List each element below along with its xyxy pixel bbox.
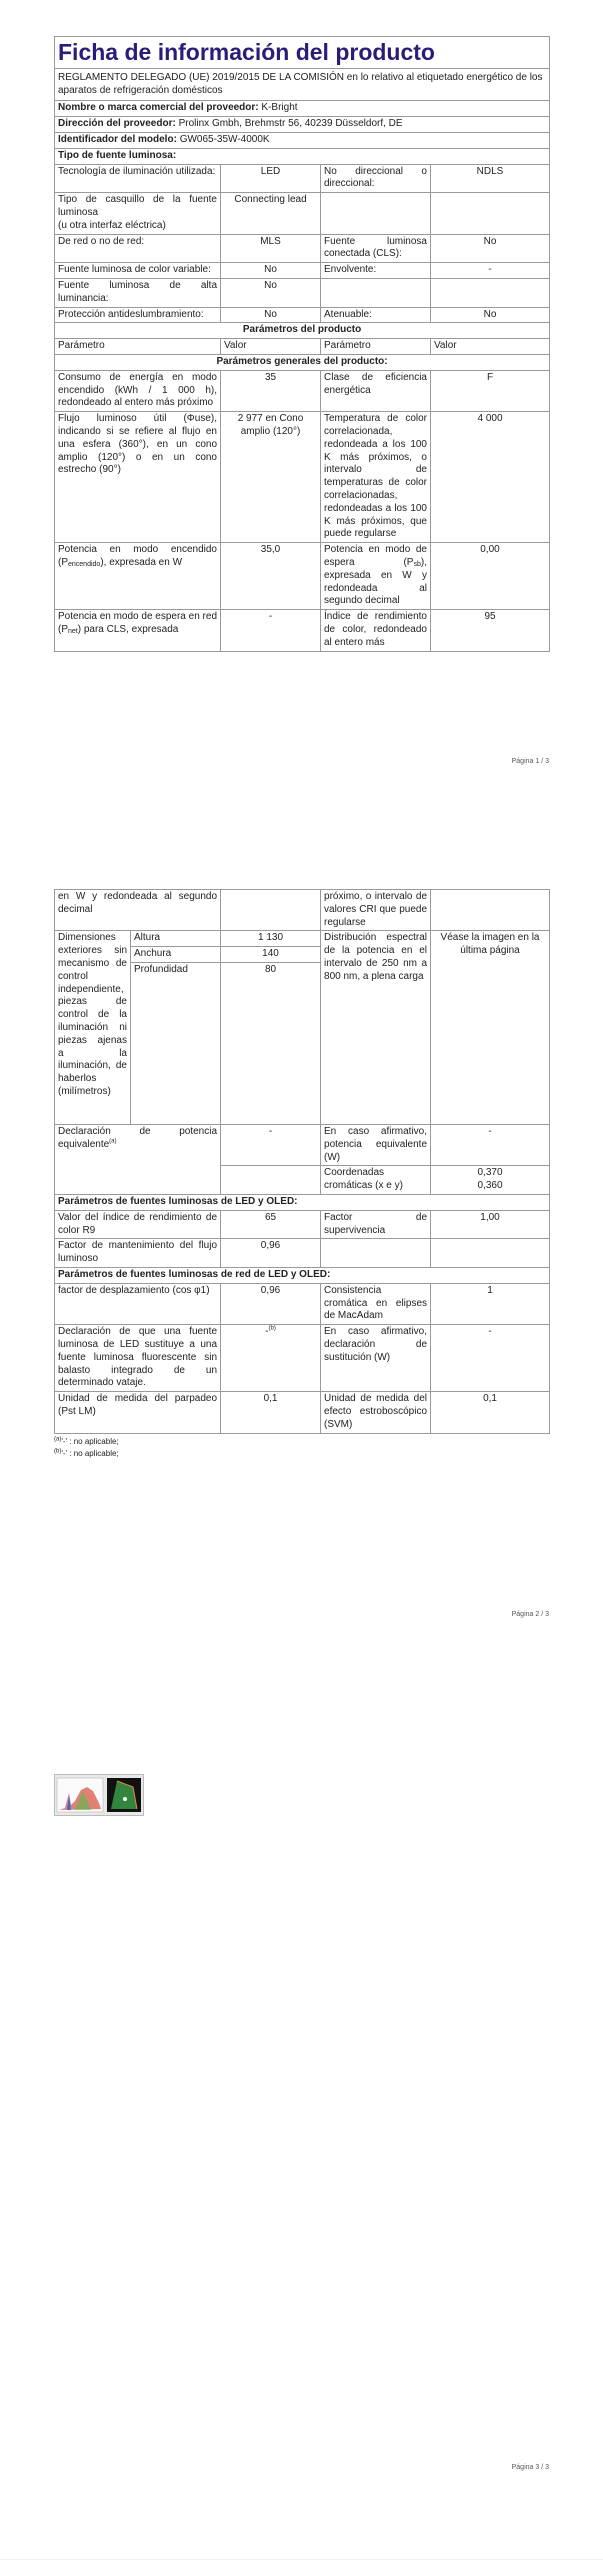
spectrum-graphic	[55, 1775, 143, 1815]
spectral-distribution-image	[54, 1774, 144, 1816]
supplier-address-row	[55, 117, 550, 133]
footnote-b-text: '-' : no aplicable;	[61, 1449, 119, 1459]
cap-label-text-2: (u otra interfaz eléctrica)	[58, 219, 166, 231]
product-params-heading: Parámetros del producto	[55, 323, 550, 339]
cap-label	[55, 193, 221, 234]
flux-value: 2 977 en Cono amplio (120°)	[221, 412, 321, 543]
product-info-sheet-continued	[54, 889, 549, 1461]
model-row	[55, 133, 550, 149]
table-row	[55, 412, 550, 543]
led-params-heading: Parámetros de fuentes luminosas de LED y OLED:	[55, 1194, 550, 1210]
general-params-heading: Parámetros generales del producto:	[55, 354, 550, 370]
replacement-value	[221, 1325, 321, 1392]
glare-value: No	[221, 307, 321, 323]
info-table-continued	[54, 889, 550, 1434]
network-standby-value: -	[221, 610, 321, 651]
supplier-name-row	[55, 101, 550, 117]
maintenance-value: 0,96	[221, 1239, 321, 1268]
col-value-1: Valor	[221, 339, 321, 355]
replacement-w-label: En caso afirmativo, declaración de sustitución (W)	[321, 1325, 431, 1392]
page-1	[0, 0, 603, 853]
height-label: Altura	[131, 931, 221, 947]
energy-label: Consumo de energía en modo encendido (kWh / 1 000 h), redondeado al entero más próximo	[55, 370, 221, 411]
page-title: Ficha de información del producto	[55, 37, 550, 69]
supplier-address-label: Dirección del proveedor:	[58, 118, 176, 130]
col-value-2: Valor	[431, 339, 550, 355]
colour-tunable-label: Fuente luminosa de color variable:	[55, 263, 221, 279]
mains-value: MLS	[221, 234, 321, 263]
mains-label: De red o no de red:	[55, 234, 221, 263]
supplier-address: Prolinx Gmbh, Brehmstr 56, 40239 Düsseldorf, DE	[178, 118, 403, 130]
info-table	[54, 36, 550, 652]
spectral-label: Distribución espectral de la potencia en el intervalo de 250 nm a 800 nm, a plena carga	[321, 931, 431, 1125]
mains-params-heading: Parámetros de fuentes luminosas de red de LED y OLED:	[55, 1267, 550, 1283]
model-id: GW065-35W-4000K	[179, 134, 270, 146]
page-2	[0, 853, 603, 1706]
standby-sub: sb	[413, 560, 421, 568]
table-row	[55, 890, 550, 931]
network-standby-label-b: ) para CLS, expresada	[77, 623, 179, 635]
replacement-w-value: -	[431, 1325, 550, 1392]
footnote-a	[54, 1436, 549, 1449]
column-header-row	[55, 339, 550, 355]
flicker-label: Unidad de medida del parpadeo (Pst LM)	[55, 1392, 221, 1433]
chromaticity-value	[431, 1166, 550, 1195]
page-number-3: Página 3 / 3	[511, 2464, 549, 2471]
network-standby-label-cont: en W y redondeada al segundo decimal	[55, 890, 221, 931]
survival-label: Factor de supervivencia	[321, 1210, 431, 1239]
table-row	[55, 1325, 550, 1392]
table-row	[55, 279, 550, 308]
dimmable-value: No	[431, 307, 550, 323]
displacement-value: 0,96	[221, 1283, 321, 1324]
page-number-2: Página 2 / 3	[511, 1611, 549, 1618]
power-on-sub: encendido	[68, 560, 101, 568]
network-standby-sub: net	[68, 627, 78, 635]
directional-label: No direccional o direccional:	[321, 164, 431, 193]
supplier-name: K-Bright	[261, 102, 298, 114]
replacement-label: Declaración de que una fuente luminosa de LED sustituye a una fuente luminosa fluorescente sin balasto integrado de un determinado vataje.	[55, 1325, 221, 1392]
footnote-a-text: '-' : no aplicable;	[61, 1436, 119, 1446]
envelope-value: -	[431, 263, 550, 279]
power-on-label	[55, 543, 221, 610]
equivalent-power-text: Declaración de potencia equivalente	[58, 1125, 218, 1150]
equivalent-power-label	[55, 1124, 221, 1194]
network-standby-label	[55, 610, 221, 651]
replacement-value-text: -	[265, 1326, 269, 1338]
supplier-name-label: Nombre o marca comercial del proveedor:	[58, 102, 259, 114]
stroboscopic-value: 0,1	[431, 1392, 550, 1433]
chromaticity-label: Coordenadas cromáticas (x e y)	[321, 1166, 431, 1195]
cct-value: 4 000	[431, 412, 550, 543]
colour-tunable-value: No	[221, 263, 321, 279]
dimensions-label: Dimensiones exteriores sin mecanismo de control independiente, piezas de control de la iluminación ni piezas ajenas a la iluminación, de haberlos (milímetros)	[55, 931, 131, 1125]
displacement-label: factor de desplazamiento (cos φ1)	[55, 1283, 221, 1324]
depth-label: Profundidad	[131, 962, 221, 1124]
table-row	[55, 1392, 550, 1433]
chromaticity-x: 0,370	[477, 1167, 503, 1179]
flux-label: Flujo luminoso útil (Φuse), indicando si se refiere al flujo en una esfera (360°), en un cono amplio (120°) o en un cono estrecho (90°)	[55, 412, 221, 543]
dimmable-label: Atenuable:	[321, 307, 431, 323]
product-info-sheet	[54, 36, 549, 652]
table-row	[55, 164, 550, 193]
table-row	[55, 1210, 550, 1239]
table-row	[55, 263, 550, 279]
macadam-label: Consistencia cromática en elipses de MacAdam	[321, 1283, 431, 1324]
r9-label: Valor del índice de rendimiento de color R9	[55, 1210, 221, 1239]
tech-label: Tecnología de iluminación utilizada:	[55, 164, 221, 193]
standby-label-a: Potencia en modo de espera (P	[324, 544, 427, 568]
regulation-text: REGLAMENTO DELEGADO (UE) 2019/2015 DE LA COMISIÓN en lo relativo al etiquetado energético de los aparatos de refrigeración domésticos	[55, 69, 550, 101]
cri-label-cont: próximo, o intervalo de valores CRI que puede regularse	[321, 890, 431, 931]
table-row	[55, 543, 550, 610]
table-row	[55, 931, 550, 947]
high-luminance-label: Fuente luminosa de alta luminancia:	[55, 279, 221, 308]
footnote-b	[54, 1448, 549, 1461]
cri-label: Índice de rendimiento de color, redondeado al entero más	[321, 610, 431, 651]
table-row	[55, 234, 550, 263]
cri-value: 95	[431, 610, 550, 651]
envelope-label: Envolvente:	[321, 263, 431, 279]
macadam-value: 1	[431, 1283, 550, 1324]
network-standby-label-a: Potencia en modo de espera en red (P	[58, 611, 217, 635]
col-param-2: Parámetro	[321, 339, 431, 355]
replacement-note: (b)	[268, 1325, 276, 1332]
table-row	[55, 193, 550, 234]
flicker-value: 0,1	[221, 1392, 321, 1433]
table-row	[55, 307, 550, 323]
table-row	[55, 1124, 550, 1165]
power-on-label-b: ), expresada en W	[100, 556, 183, 568]
directional-value: NDLS	[431, 164, 550, 193]
standby-value: 0,00	[431, 543, 550, 610]
standby-label	[321, 543, 431, 610]
maintenance-label: Factor de mantenimiento del flujo luminoso	[55, 1239, 221, 1268]
table-row	[55, 610, 550, 651]
cls-label: Fuente luminosa conectada (CLS):	[321, 234, 431, 263]
cls-value: No	[431, 234, 550, 263]
source-type-label: Tipo de fuente luminosa:	[55, 148, 550, 164]
height-value: 1 130	[221, 931, 321, 947]
spectral-value: Véase la imagen en la última página	[431, 931, 550, 1125]
model-label: Identificador del modelo:	[58, 134, 177, 146]
footnote-b-mark: (b)	[54, 1448, 62, 1455]
equivalent-power-value: -	[221, 1124, 321, 1165]
class-label: Clase de eficiencia energética	[321, 370, 431, 411]
footnote-a-mark: (a)	[54, 1435, 62, 1442]
table-row	[55, 370, 550, 411]
r9-value: 65	[221, 1210, 321, 1239]
tech-value: LED	[221, 164, 321, 193]
cap-value: Connecting lead	[221, 193, 321, 234]
col-param-1: Parámetro	[55, 339, 221, 355]
page-3	[0, 1706, 603, 2559]
depth-value: 80	[221, 962, 321, 1124]
cap-label-text: Tipo de casquillo de la fuente luminosa	[58, 194, 217, 219]
page-number-1: Página 1 / 3	[511, 758, 549, 765]
class-value: F	[431, 370, 550, 411]
equivalent-w-value: -	[431, 1124, 550, 1165]
table-row	[55, 1283, 550, 1324]
high-luminance-value: No	[221, 279, 321, 308]
energy-value: 35	[221, 370, 321, 411]
power-on-label-a: Potencia en modo encendido (P	[58, 544, 217, 568]
equivalent-power-note: (a)	[109, 1138, 117, 1145]
chromaticity-y: 0,360	[477, 1180, 503, 1192]
footnotes	[54, 1436, 549, 1462]
glare-label: Protección antideslumbramiento:	[55, 307, 221, 323]
standby-label-b: ), expresada en W y redondeada al segundo decimal	[324, 556, 427, 607]
equivalent-w-label: En caso afirmativo, potencia equivalente (W)	[321, 1124, 431, 1165]
width-value: 140	[221, 947, 321, 963]
power-on-value: 35,0	[221, 543, 321, 610]
cct-label: Temperatura de color correlacionada, redondeada a los 100 K más próximos, o intervalo de temperaturas de color correlacionadas, redondeadas a los 100 K más próximos, que puede regularse	[321, 412, 431, 543]
width-label: Anchura	[131, 947, 221, 963]
table-row	[55, 1239, 550, 1268]
survival-value: 1,00	[431, 1210, 550, 1239]
stroboscopic-label: Unidad de medida del efecto estroboscópico (SVM)	[321, 1392, 431, 1433]
